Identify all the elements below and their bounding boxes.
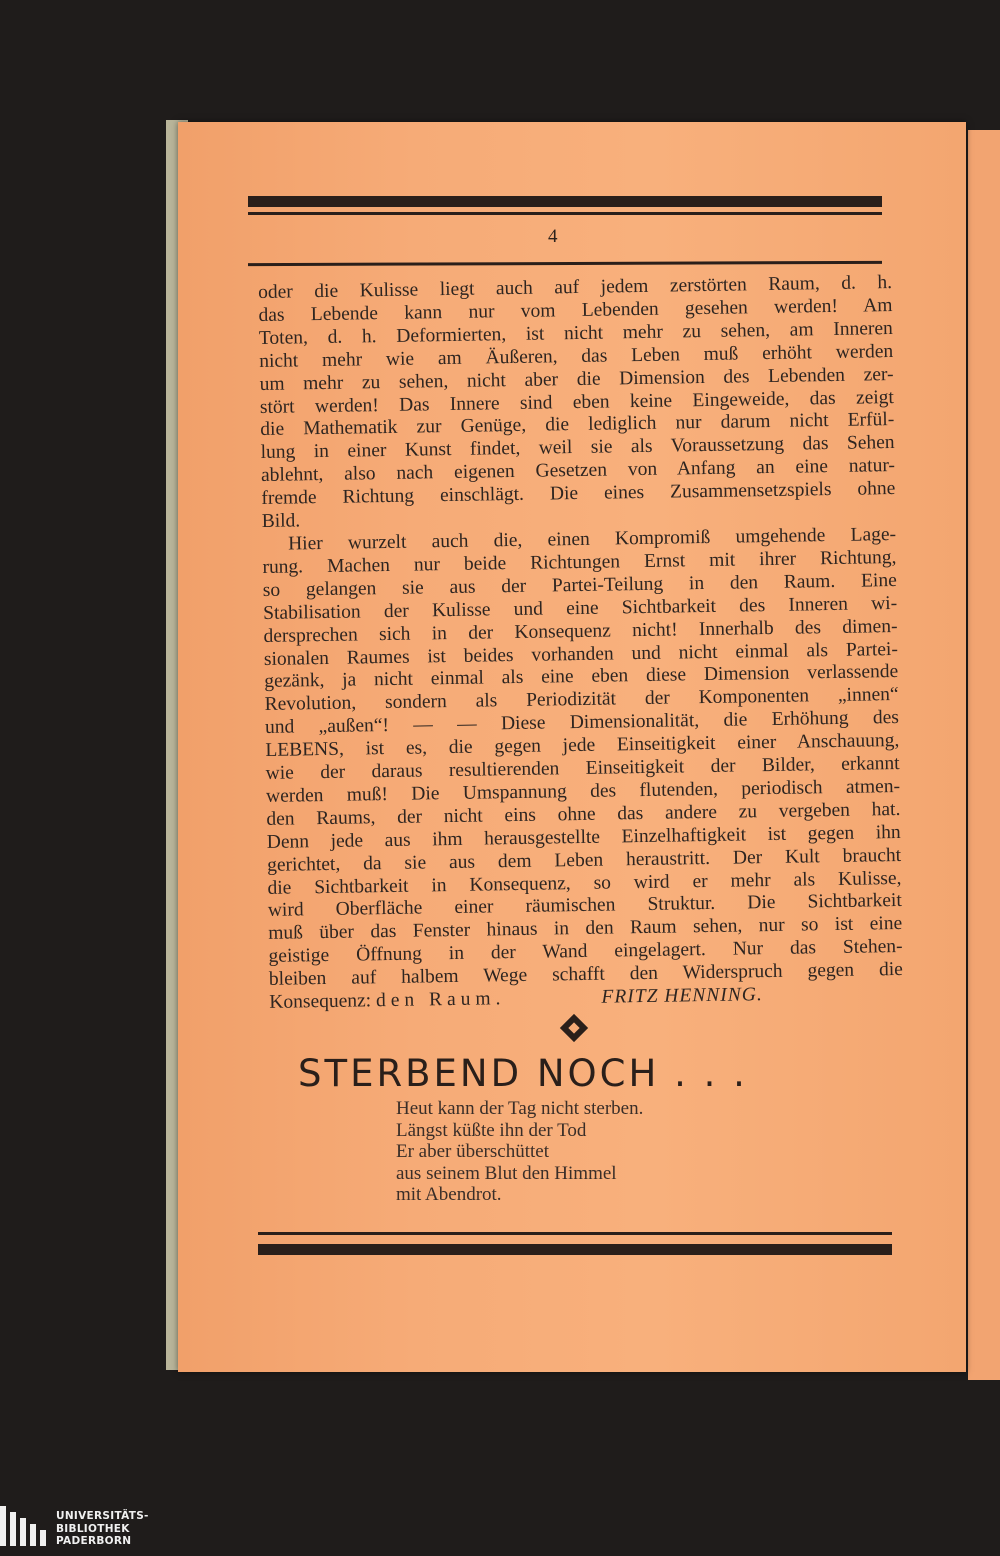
text-line: und „außen“! — — Diese Dimensionalität, die Erhöhung des (264, 707, 900, 739)
text-line: Toten, d. h. Deformierten, ist nicht mehr zu sehen, am Inneren (258, 317, 893, 349)
text-line: LEBENS, ist es, die gegen jede Einseitigkeit einer Anschauung, (265, 730, 900, 762)
poem-line: Heut kann der Tag nicht sterben. (396, 1098, 644, 1119)
text-line: Denn jede aus ihm herausgestellte Einzelhaftigkeit ist gegen ihn (266, 821, 901, 853)
logo-line: UNIVERSITÄTS- (56, 1510, 149, 1522)
bottom-decorative-rule (258, 1244, 892, 1255)
library-logo-icon (0, 1506, 48, 1550)
author-signature: FRITZ HENNING. (601, 984, 763, 1008)
text-line: Stabilisation der Kulisse und eine Sichtbarkeit des Inneren wi- (263, 592, 898, 624)
text-line: Bild. (261, 510, 301, 533)
text-line: stört werden! Das Innere sind eben keine Eingeweide, das zeigt (259, 386, 895, 418)
text-line: sionalen Raumes ist beides vorhanden und nicht einmal als Partei- (263, 638, 899, 670)
text-line: lung in einer Kunst findet, weil sie als Voraussetzung das Sehen (260, 432, 895, 464)
text-line: nicht mehr wie am Äußeren, das Leben muß erhöht werden (259, 340, 894, 372)
text-line: den Raums, der nicht eins ohne das andere zu vergeben hat. (266, 798, 901, 830)
text-line: so gelangen sie aus der Partei-Teilung in den Raum. Eine (262, 569, 897, 601)
text-line: geistige Öffnung in der Wand eingelagert. Nur das Stehen- (268, 936, 903, 968)
page-number: 4 (548, 226, 558, 247)
text-line: werden muß! Die Umspannung des flutenden, periodisch atmen- (265, 775, 901, 807)
paragraph-2 (262, 524, 903, 1015)
text-line: um mehr zu sehen, nicht aber die Dimension des Lebenden zer- (259, 363, 894, 395)
text-line: dersprechen sich in der Konsequenz nicht! Innerhalb des dimen- (263, 615, 898, 647)
text-line: Hier wurzelt auch die, einen Kompromiß umgehende Lage- (287, 523, 897, 555)
poem-line: Längst küßte ihn der Tod (396, 1119, 587, 1141)
poem-title: STERBEND NOCH . . . (298, 1052, 748, 1095)
library-logo-text (56, 1510, 149, 1548)
bottom-thin-rule (258, 1232, 892, 1235)
text-line: die Sichtbarkeit in Konsequenz, so wird er mehr als Kulisse, (267, 867, 902, 899)
poem-line: mit Abendrot. (396, 1184, 502, 1205)
facing-page-edge (968, 130, 1000, 1380)
logo-line: BIBLIOTHEK (56, 1522, 130, 1535)
article-body (258, 272, 903, 1015)
text-line: gezänk, ja nicht einmal als eine eben diese Dimension verlassende (264, 661, 899, 693)
text-line: das Lebende kann nur vom Lebenden gesehen werden! Am (258, 294, 893, 326)
text-line: wird Oberfläche einer räumischen Struktur. Die Sichtbarkeit (267, 890, 902, 922)
text-line: muß über das Fenster hinaus in den Raum sehen, nur so ist eine (268, 913, 903, 945)
text-line: bleiben auf halbem Wege schafft den Widerspruch gegen die (268, 959, 904, 991)
text-line: Revolution, sondern als Periodizität der Komponenten „innen“ (264, 684, 899, 716)
paragraph-1 (258, 272, 896, 534)
library-logo (0, 1496, 200, 1556)
closing-text: Konsequenz: (269, 990, 377, 1014)
top-decorative-rule (248, 196, 882, 207)
text-line: rung. Machen nur beide Richtungen Ernst mit ihrer Richtung, (262, 546, 897, 578)
logo-line: PADERBORN (56, 1535, 132, 1547)
text-line: ablehnt, also nach eigenen Gesetzen von Anfang an eine natur- (260, 455, 896, 487)
text-line: die Mathematik zur Genüge, die lediglich nur darum nicht Erfül- (260, 409, 895, 441)
poem-line: aus seinem Blut den Himmel (396, 1162, 617, 1184)
text-line: oder die Kulisse liegt auch auf jedem zerstörten Raum, d. h. (258, 272, 893, 303)
text-line: fremde Richtung einschlägt. Die eines Zusammensetzspiels ohne (261, 478, 896, 510)
poem-line: Er aber überschüttet (396, 1141, 549, 1162)
poem-body (396, 1098, 643, 1206)
top-thin-rule (248, 212, 882, 215)
text-line: wie der daraus resultierenden Einseitigkeit der Bilder, erkannt (265, 753, 900, 784)
text-line: gerichtet, da sie aus dem Leben heraustritt. Der Kult braucht (266, 844, 902, 876)
closing-emphasis: den Raum. (375, 988, 506, 1012)
